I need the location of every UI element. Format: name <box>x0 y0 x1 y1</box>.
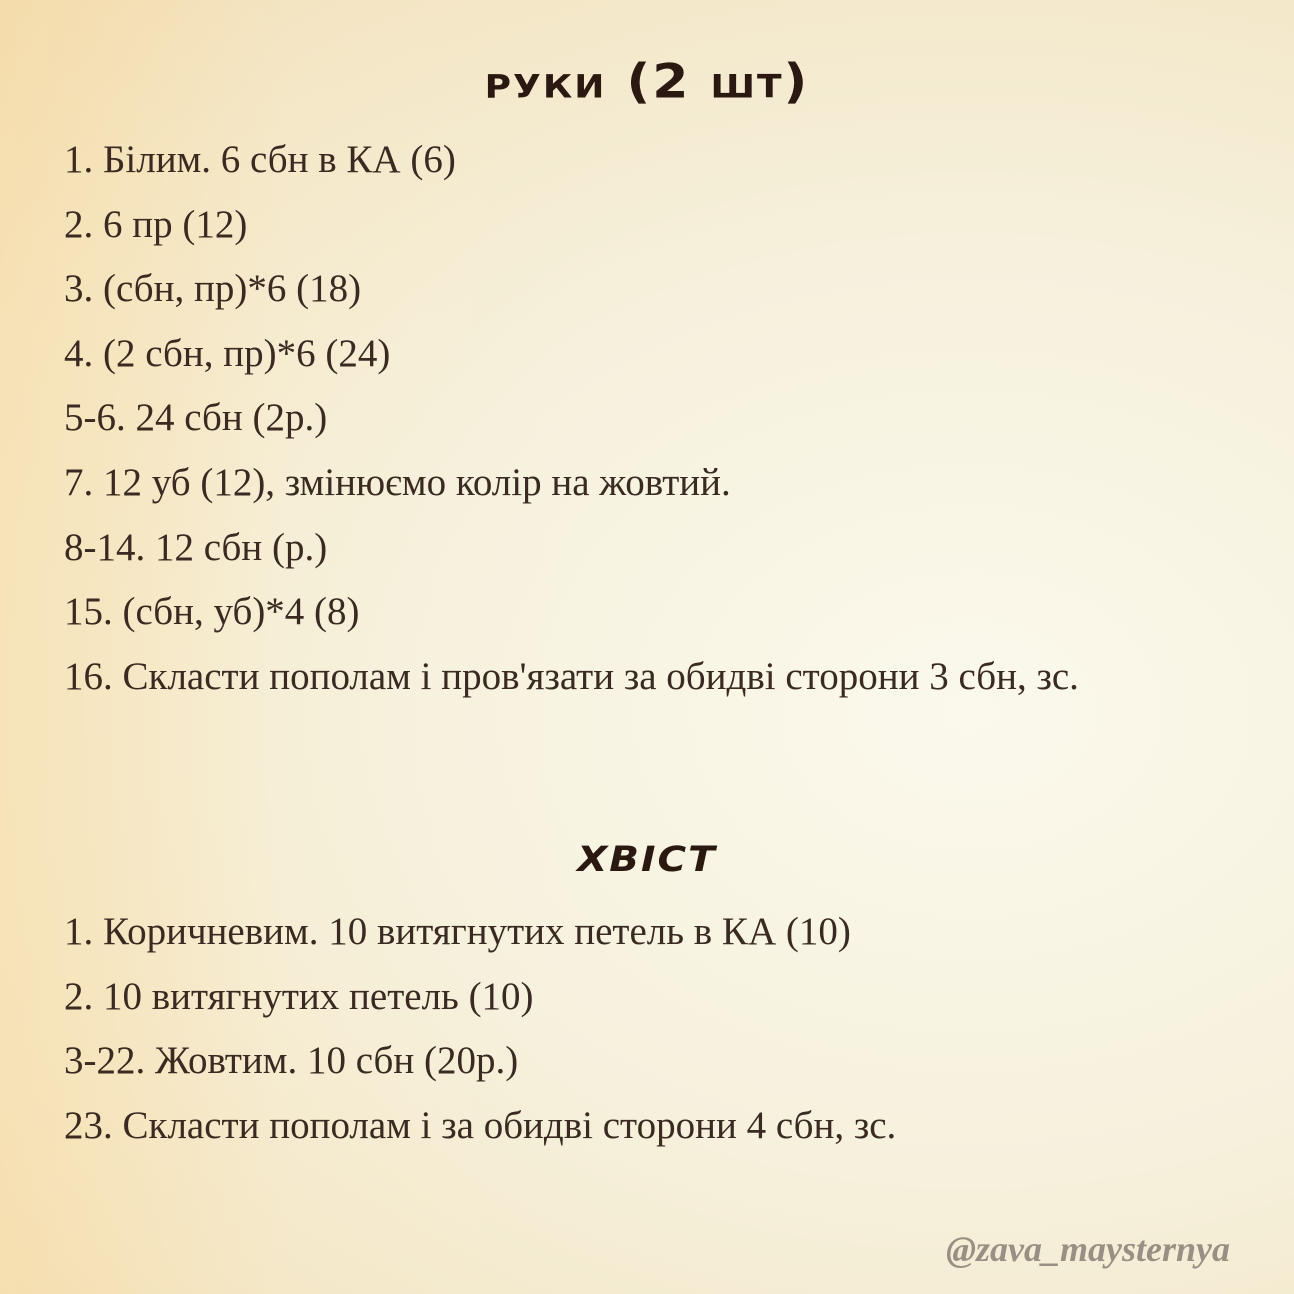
tail-steps-list <box>64 900 1224 1158</box>
arms-steps-list <box>64 128 1224 709</box>
arms-step-8: 15. (сбн, уб)*4 (8) <box>64 590 360 634</box>
tail-step-4: 23. Скласти пополам і за обидві сторони 4 сбн, зс. <box>64 1103 897 1147</box>
section-title-arms: руки (2 шт) <box>484 55 810 109</box>
tail-step-2: 2. 10 витягнутих петель (10) <box>64 974 534 1018</box>
arms-step-1: 1. Білим. 6 сбн в КА (6) <box>64 138 456 181</box>
arms-step-9: 16. Скласти пополам і пров'язати за обидві сторони 3 сбн, зс. <box>64 654 1079 698</box>
arms-step-6: 7. 12 уб (12), змінюємо колір на жовтий. <box>64 460 731 504</box>
arms-step-7: 8-14. 12 сбн (р.) <box>64 525 328 569</box>
arms-step-2: 2. 6 пр (12) <box>64 202 248 246</box>
arms-step-5: 5-6. 24 сбн (2р.) <box>64 396 328 440</box>
author-watermark: @zava_maysternya <box>946 1229 1230 1269</box>
tail-step-1: 1. Коричневим. 10 витягнутих петель в КА (10) <box>64 910 851 953</box>
section-title-tail: хвіст <box>577 825 717 884</box>
arms-step-3: 3. (сбн, пр)*6 (18) <box>64 267 362 311</box>
arms-step-4: 4. (2 сбн, пр)*6 (24) <box>64 331 391 375</box>
tail-step-3: 3-22. Жовтим. 10 сбн (20р.) <box>64 1039 519 1083</box>
